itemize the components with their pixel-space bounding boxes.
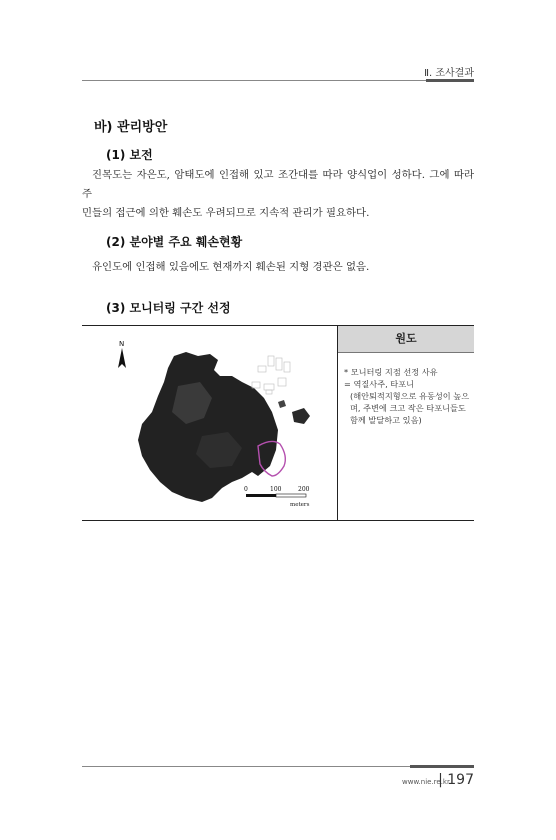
subsection-title-damage: (2) 분야별 주요 훼손현황 bbox=[106, 235, 243, 249]
subsection-title-conservation: (1) 보전 bbox=[106, 148, 153, 162]
islet-shape bbox=[278, 400, 286, 408]
scale-label-0: 0 bbox=[244, 486, 248, 493]
note-line: (해안퇴적지형으로 유동성이 높으 bbox=[350, 391, 470, 401]
note-line: 며, 주변에 크고 작은 타포니들도 bbox=[350, 403, 466, 413]
page-number: | 197 bbox=[438, 772, 474, 788]
footer-url: www.nie.re.kr bbox=[402, 778, 450, 786]
side-panel-title: 원도 bbox=[338, 326, 474, 353]
scale-bar bbox=[244, 486, 310, 508]
islet-shape bbox=[292, 408, 310, 424]
island-shape bbox=[138, 352, 278, 502]
paragraph-conservation bbox=[82, 166, 474, 223]
header-chapter-label: Ⅱ. 조사결과 bbox=[424, 68, 474, 79]
scale-label-100: 100 bbox=[270, 486, 282, 493]
paragraph-line: 민들의 접근에 의한 훼손도 우려되므로 지속적 관리가 필요하다. bbox=[82, 207, 370, 219]
note-line: = 역질사주, 타포니 bbox=[344, 379, 415, 389]
header-rule bbox=[82, 80, 474, 81]
scale-unit: meters bbox=[290, 502, 310, 508]
island-map bbox=[82, 326, 337, 520]
note-line: * 모니터링 지점 선정 사유 bbox=[344, 367, 438, 377]
subsection-title-monitoring: (3) 모니터링 구간 선정 bbox=[106, 301, 231, 315]
north-arrow bbox=[118, 340, 126, 368]
paragraph-damage: 유인도에 인접해 있음에도 현재까지 훼손된 지형 경관은 없음. bbox=[92, 261, 370, 273]
monitoring-box bbox=[82, 325, 474, 521]
aquaculture-grid bbox=[252, 356, 290, 394]
section-title: 바) 관리방안 bbox=[94, 120, 168, 135]
scale-label-200: 200 bbox=[298, 486, 310, 493]
paragraph-line: 진목도는 자은도, 암태도에 인접해 있고 조간대를 따라 양식업이 성하다. 그에 따라 주 bbox=[82, 169, 474, 200]
header-rule-accent bbox=[426, 79, 474, 82]
north-label: N bbox=[119, 340, 125, 348]
footer-rule-accent bbox=[410, 765, 474, 768]
map-area bbox=[82, 326, 338, 520]
side-panel-notes bbox=[344, 366, 472, 426]
note-line: 함께 발달하고 있음) bbox=[350, 415, 422, 425]
